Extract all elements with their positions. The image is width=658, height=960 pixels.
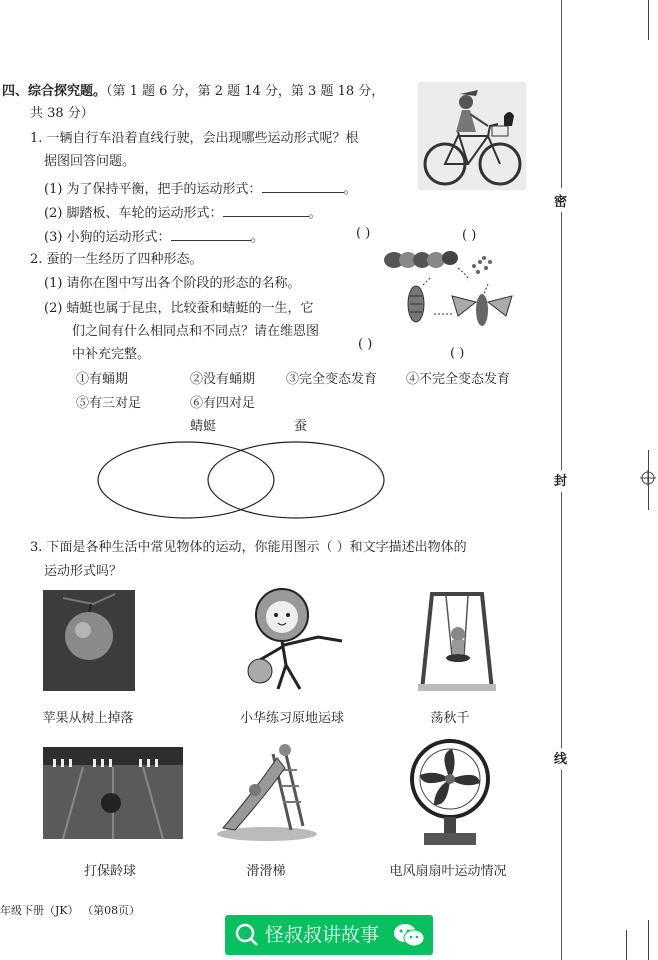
q1-item-1 [44,179,357,199]
larva-icon [384,251,458,268]
q1-item-3-end: 。 [250,230,264,245]
fan-picture [408,739,492,847]
caption-dribbling: 小华练习原地运球 [239,711,344,726]
bicycle-girl-dog-icon [418,82,526,190]
watermark-text: 怪叔叔讲故事 [265,924,380,946]
slide-icon [215,740,317,842]
caption-bowling: 打保龄球 [83,864,136,879]
stage-bracket-4[interactable]: ( ) [450,346,465,361]
q2-sub2-line2: 们之间有什么相同点和不同点？请在维恩图 [72,324,320,339]
stage-bracket-2[interactable]: ( ) [462,228,477,243]
binding-line-mid2 [561,492,562,748]
venn-circle-dragonfly[interactable] [98,442,274,518]
score-note: （第 1 题 6 分，第 2 题 14 分，第 3 题 18 分， [106,84,385,99]
section-header [2,83,384,101]
q1-stem-line1: 1. 一辆自行车沿着直线行驶，会出现哪些运动形式呢？根 [30,131,359,146]
search-icon [235,923,259,947]
q3-stem-line2: 运动形式吗？ [44,564,123,579]
option-3: ③完全变态发育 [286,372,378,387]
option-2: ②没有蛹期 [190,372,256,387]
registration-mark-icon [640,470,656,486]
q3-stem-line1: 3. 下面是各种生活中常见物体的运动，你能用图示（ ）和文字描述出物体的 [30,540,467,555]
moth-icon [452,294,512,326]
q1-item-1-text: (1) 为了保持平衡，把手的运动形式： [44,182,262,197]
q2-sub1: (1) 请你在图中写出各个阶段的形态的名称。 [44,276,301,291]
section-title: 四、综合探究题。 [2,84,107,99]
caption-swing: 荡秋千 [430,711,470,726]
margin-label-seal: 密 [554,195,568,210]
binding-line-top [561,0,562,188]
crop-mark-bottom [648,920,649,960]
option-1: ①有蛹期 [76,372,129,387]
option-4: ④不完全变态发育 [406,372,511,387]
electric-fan-icon [408,739,492,847]
option-6: ⑥有四对足 [190,396,256,411]
q1-answer-blank-1[interactable] [262,179,344,193]
eggs-icon [472,256,492,274]
score-note-cont: 共 38 分） [30,106,94,121]
q1-item-2-end: 。 [308,206,322,221]
stage-bracket-3[interactable]: ( ) [358,337,373,352]
stage-bracket-1[interactable]: ( ) [356,226,371,241]
page-footer: 年级下册（JK） （第08页） [0,904,141,917]
q1-item-3 [44,227,264,247]
q1-stem-line2: 据图回答问题。 [44,154,136,169]
q1-item-2-text: (2) 脚踏板、车轮的运动形式： [44,206,223,221]
apple-picture [43,590,135,691]
slide-picture [215,740,317,842]
venn-left-label: 蜻蜓 [190,419,217,434]
q1-item-1-end: 。 [343,182,357,197]
swing-picture [418,590,496,691]
silkworm-cycle-diagram [370,238,530,338]
margin-label-line: 线 [554,752,568,767]
swing-icon [418,590,496,691]
binding-line-mid1 [561,212,562,470]
q2-stem: 2. 蚕的一生经历了四种形态。 [30,252,203,267]
pupa-icon [408,286,424,322]
q2-sub2-line3: 中补充完整。 [72,347,151,362]
wechat-icon [393,923,425,947]
dribbling-boy-picture [238,585,346,693]
caption-slide: 滑滑梯 [246,864,286,879]
bicycle-picture [418,82,526,190]
bowling-picture [43,747,183,839]
caption-fan: 电风扇扇叶运动情况 [389,864,507,879]
q1-answer-blank-2[interactable] [223,203,309,217]
boy-dribbling-icon [238,585,346,693]
watermark-banner [225,915,433,955]
q1-item-2 [44,203,322,223]
crop-mark-bottom2 [626,930,627,960]
crop-mark-top [648,0,649,40]
venn-circle-silkworm[interactable] [208,442,384,518]
bowling-icon [43,747,183,839]
q1-item-3-text: (3) 小狗的运动形式： [44,230,171,245]
margin-label-seal2: 封 [554,474,568,489]
apple-icon [43,590,135,691]
venn-right-label: 蚕 [294,419,308,434]
q1-answer-blank-3[interactable] [171,227,251,241]
option-5: ⑤有三对足 [76,396,142,411]
binding-line-bottom [561,770,562,960]
venn-diagram[interactable] [96,435,398,525]
caption-apple: 苹果从树上掉落 [42,711,134,726]
q2-sub2-line1: (2) 蜻蜓也属于昆虫，比较蚕和蜻蜓的一生，它 [44,301,314,316]
